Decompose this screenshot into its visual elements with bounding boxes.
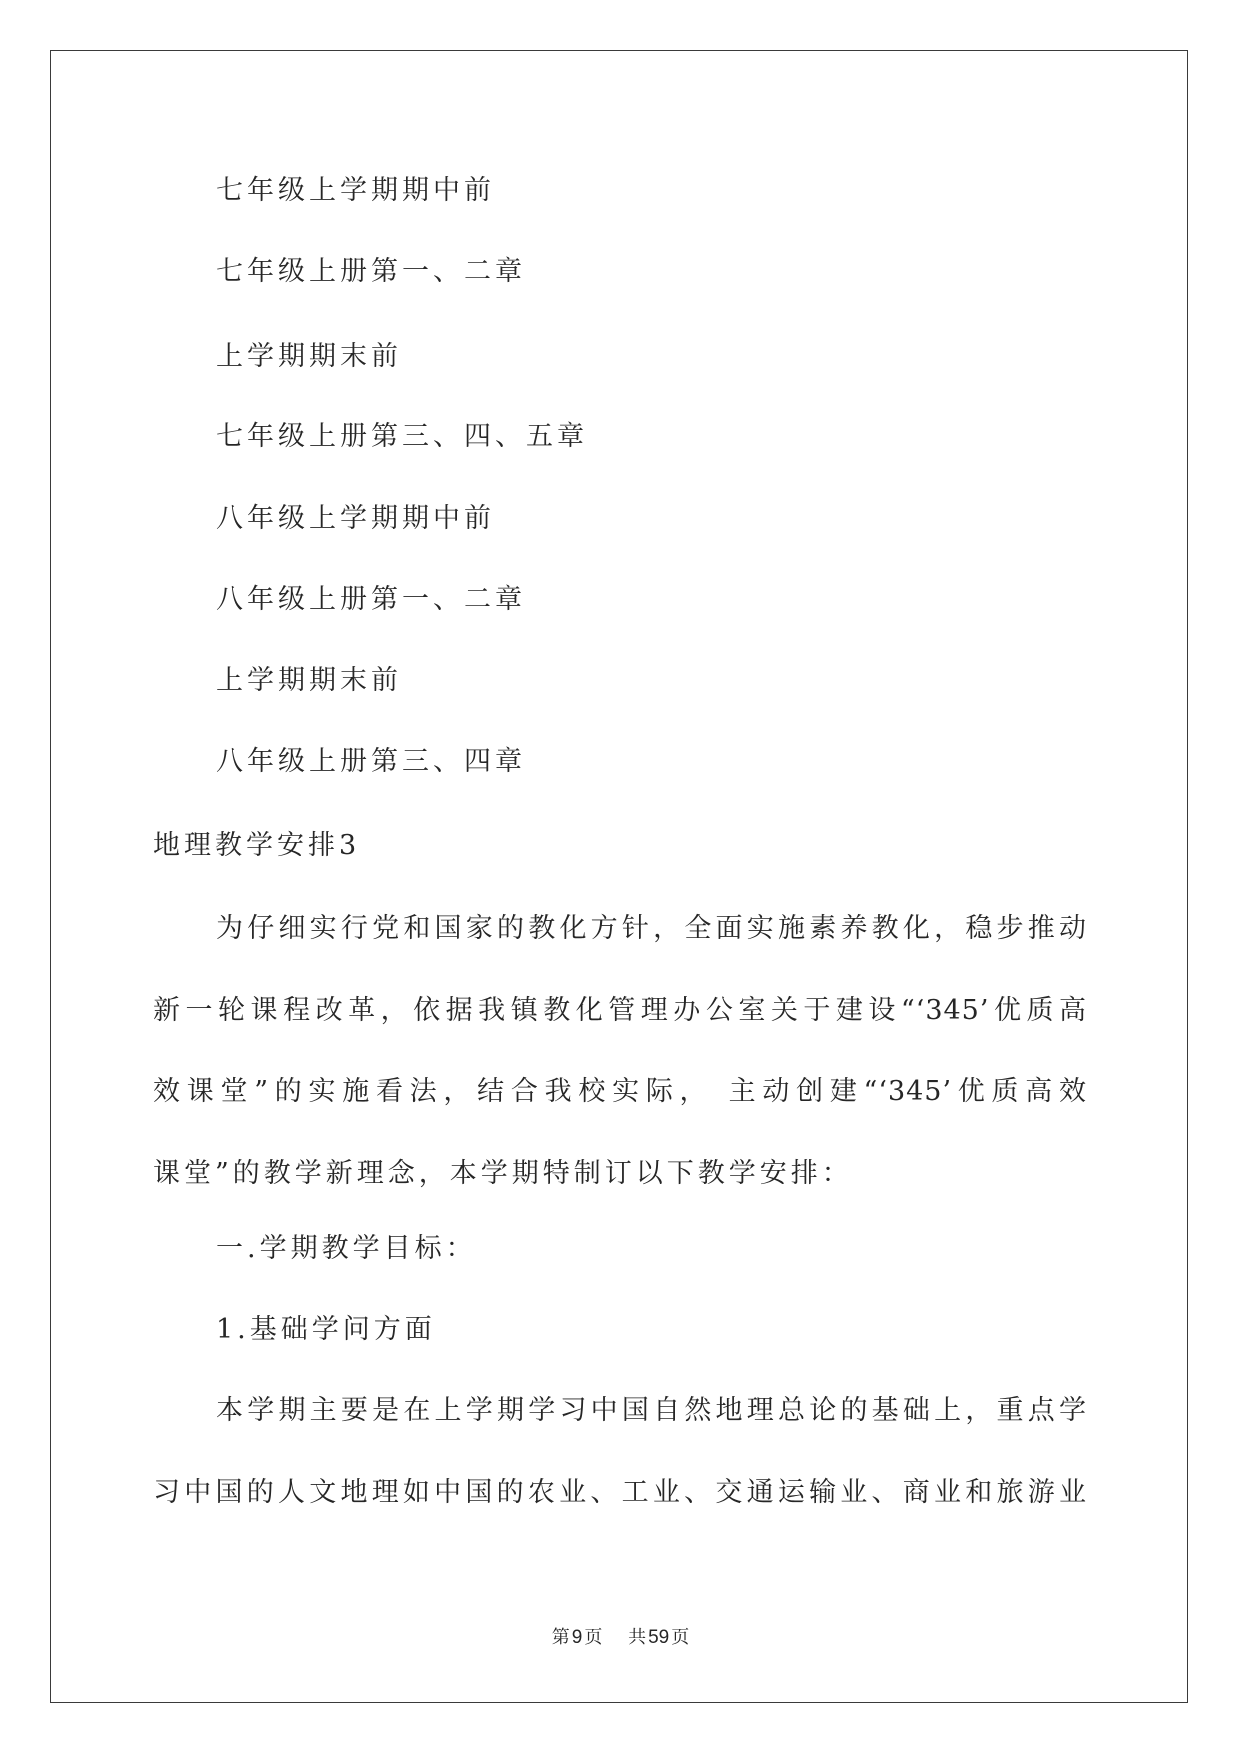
schedule-line: 八年级上册第一、二章 [216,584,526,615]
section-title: 地理教学安排3 [153,830,361,861]
schedule-line: 上学期期末前 [216,341,402,372]
goal-heading: 一.学期教学目标： [216,1233,477,1264]
page-border [50,50,1188,1703]
total-pages: 59 [648,1627,670,1648]
schedule-line: 七年级上学期期中前 [216,175,495,206]
page-label [552,1627,608,1648]
paragraph-line: 效课堂”的实施看法，结合我校实际， 主动创建“‘345’优质高效 [153,1076,1087,1107]
paragraph-line: 课堂”的教学新理念，本学期特制订以下教学安排： [153,1158,853,1189]
total-prefix: 共 [628,1627,647,1648]
schedule-line: 七年级上册第三、四、五章 [216,421,588,452]
schedule-line: 八年级上学期期中前 [216,503,495,534]
paragraph-line: 为仔细实行党和国家的教化方针，全面实施素养教化，稳步推动 [216,913,1087,944]
page-suffix: 页 [584,1627,603,1648]
schedule-line: 七年级上册第一、二章 [216,256,526,287]
schedule-line: 八年级上册第三、四章 [216,746,526,777]
total-pages-label [628,1627,689,1648]
subheading: 1.基础学问方面 [216,1314,436,1345]
total-suffix: 页 [671,1627,690,1648]
paragraph-line: 本学期主要是在上学期学习中国自然地理总论的基础上，重点学 [216,1395,1087,1426]
schedule-line: 上学期期末前 [216,665,402,696]
paragraph-line: 习中国的人文地理如中国的农业、工业、交通运输业、商业和旅游业 [153,1477,1087,1508]
page-prefix: 第 [551,1627,570,1648]
page-number: 9 [571,1627,583,1648]
paragraph-line: 新一轮课程改革，依据我镇教化管理办公室关于建设“‘345’优质高 [153,995,1087,1026]
page-footer [0,1624,1241,1652]
